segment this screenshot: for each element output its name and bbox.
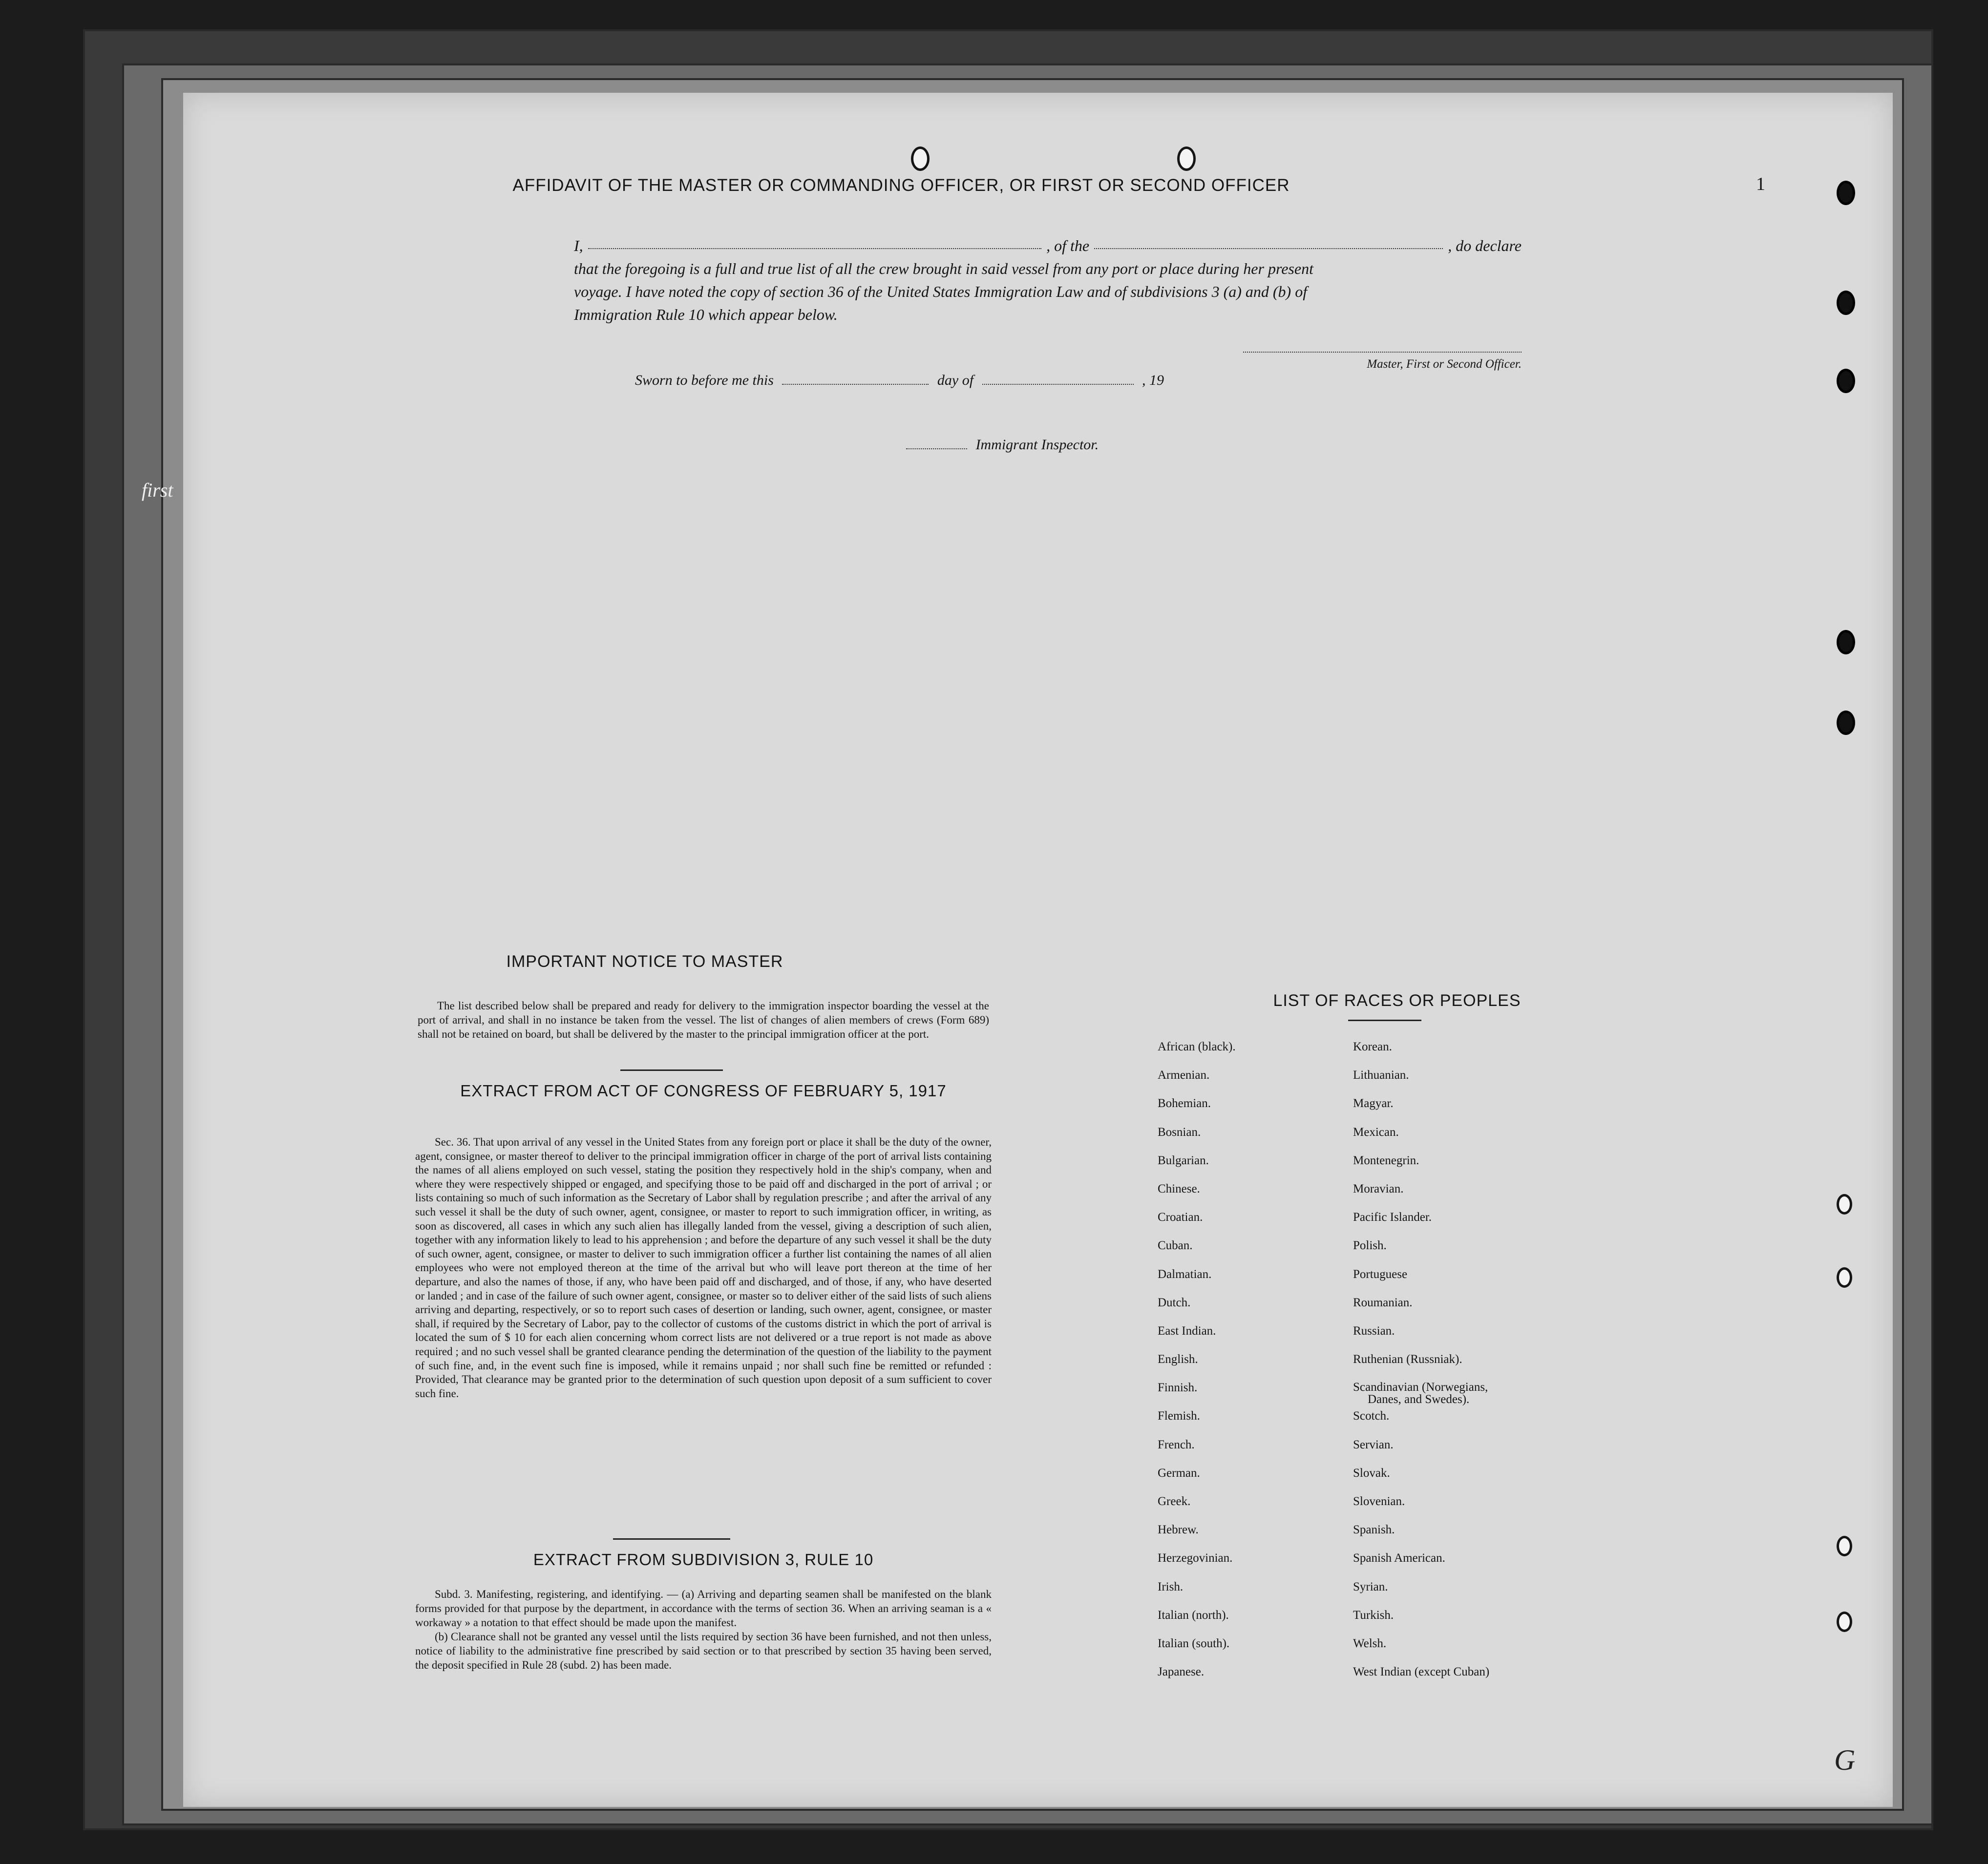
race-item-line: Scandinavian (Norwegians, [1353,1381,1488,1394]
affidavit-text [574,234,1522,326]
races-left-column [1158,1040,1236,1694]
race-item: Cuban. [1158,1239,1193,1253]
race-item: Finnish. [1158,1381,1198,1395]
sworn-label: Sworn to before me this [635,372,774,388]
sworn-day-label: day of [937,372,974,388]
race-item: Slovenian. [1353,1495,1405,1508]
race-item: Syrian. [1353,1580,1388,1593]
rule-extract-title: EXTRACT FROM SUBDIVISION 3, RULE 10 [533,1550,874,1569]
race-item: Croatian. [1158,1211,1203,1224]
corner-mark: G [1834,1744,1856,1776]
punch-hole-top-right [1177,147,1196,171]
rule-10-text [415,1587,992,1672]
race-item: Chinese. [1158,1182,1200,1195]
sworn-date-blank [782,370,929,385]
signature-line [1243,352,1522,353]
race-item-line: Danes, and Swedes). [1368,1393,1470,1406]
affidavit-i: I, [574,237,583,254]
race-item: Turkish. [1353,1608,1394,1622]
divider [613,1538,730,1540]
punch-hole-top-left [911,147,930,171]
affidavit-line-2: that the foregoing is a full and true list of all the crew brought in said vessel from any port or place during her present [574,260,1313,277]
affidavit-line-1 [574,234,1522,257]
race-item: Lithuanian. [1353,1068,1409,1082]
handwritten-note: first [142,479,173,501]
divider [620,1069,723,1071]
race-item: Japanese. [1158,1665,1205,1679]
act-extract-title: EXTRACT FROM ACT OF CONGRESS OF FEBRUARY 5, 1917 [460,1082,947,1100]
race-item: Montenegrin. [1353,1153,1419,1167]
race-item: West Indian (except Cuban) [1353,1665,1490,1679]
race-item: Mexican. [1353,1125,1399,1139]
race-item: Bosnian. [1158,1125,1201,1139]
divider [1348,1020,1421,1021]
affidavit-line-4: Immigration Rule 10 which appear below. [574,306,838,323]
punch-hole-right [1837,1267,1852,1288]
affidavit-of-the: , of the [1046,237,1090,254]
race-item: Slovak. [1353,1466,1390,1480]
race-item: Flemish. [1158,1409,1200,1423]
punch-hole-right [1837,181,1855,205]
race-item: Dalmatian. [1158,1267,1212,1281]
inspector-blank [906,435,967,449]
inspector-line [901,435,1099,453]
race-item: Italian (south). [1158,1636,1230,1650]
notice-title: IMPORTANT NOTICE TO MASTER [506,952,783,971]
race-item: French. [1158,1438,1195,1451]
signature-block [1204,352,1522,371]
race-item: Spanish. [1353,1523,1395,1537]
sworn-year-label: , 19 [1142,372,1164,388]
race-item: German. [1158,1466,1200,1480]
race-item: East Indian. [1158,1324,1216,1338]
race-item: Ruthenian (Russniak). [1353,1353,1462,1366]
race-item: Greek. [1158,1495,1191,1508]
race-item: Bulgarian. [1158,1153,1209,1167]
punch-hole-right [1837,369,1855,393]
rule-10-para-a: Subd. 3. Manifesting, registering, and identifying. — (a) Arriving and departing seamen shall be manifested on the blank forms provided for that purpose by the department, in accordance with the terms of section 36. When an arriving seaman is a « workaway » a notation to that effect should be made upon the manifest. [415,1588,992,1629]
name-blank [588,234,1041,249]
race-item-scandinavian [1353,1381,1489,1409]
punch-hole-right [1837,630,1855,654]
rule-10-para-b: (b) Clearance shall not be granted any vessel until the lists required by section 36 have been furnished, and not then unless, notice of liability to the administrative fine prescribed by said section or to that prescribed by section 35 having been served, the deposit specified in Rule 28 (subd. 2) has been made. [415,1631,992,1671]
section-36-text: Sec. 36. That upon arrival of any vessel in the United States from any foreign port or place it shall be the duty of the owner, agent, consignee, or master thereof to deliver to the principal immigration officer in charge of the port of arrival lists containing the names of all aliens employed on such vessel, stating the position they respectively hold in the ship's company, when and where they were respectively shipped or engaged, and specifying those to be paid off and discharged in the port of arrival ; or lists containing so much of such information as the Secretary of Labor shall by regulation prescribe ; and after the arrival of any such vessel it shall be the duty of such owner, agent, consignee, or master to report to such immigration officer, in writing, as soon as discovered, all cases in which any such alien has illegally landed from the vessel, giving a description of such alien, together with any information likely to lead to his apprehension ; and before the departure of any such vessel it shall be the duty of such owner, agent, consignee, or master to deliver to such immigration officer a further list containing the names of all alien employees who were not employed thereon at the time of the arrival but who will leave port thereon at the time of her departure, and also the names of those, if any, who have been paid off and discharged, and of those, if any, who have deserted or landed ; and in case of the failure of such owner agent, consignee, or master so to deliver either of the said lists of such aliens arriving and departing, respectively, or so to report such cases of desertion or landing, such owner, agent, consignee, or master shall, if required by the Secretary of Labor, pay to the collector of customs of the customs district in which the port of arrival is located the sum of $ 10 for each alien concerning whom correct lists are not delivered or a true report is not made as above required ; and no such vessel shall be granted clearance pending the determination of the question of the liability to the payment of such fine, and, in the event such fine is imposed, while it remains unpaid ; nor shall such fine be remitted or refunded : Provided, That clearance may be granted prior to the determination of such question upon deposit of a sum sufficient to cover such fine. [415,1136,992,1400]
race-item: Scotch. [1353,1409,1390,1423]
race-item: African (black). [1158,1040,1236,1053]
races-right-column [1353,1040,1489,1694]
race-item: Polish. [1353,1239,1387,1253]
race-item: Korean. [1353,1040,1392,1053]
race-item: Spanish American. [1353,1551,1445,1565]
affidavit-line-3: voyage. I have noted the copy of section 36 of the United States Immigration Law and of subdivisions 3 (a) and (b) of [574,283,1308,300]
race-item: Bohemian. [1158,1097,1211,1110]
race-item: Moravian. [1353,1182,1404,1195]
race-item: Servian. [1353,1438,1394,1451]
race-item: Magyar. [1353,1097,1394,1110]
signature-label: Master, First or Second Officer. [1367,357,1522,371]
punch-hole-right [1837,1612,1852,1632]
inspector-label: Immigrant Inspector. [975,437,1099,453]
race-item: Hebrew. [1158,1523,1199,1537]
vessel-blank [1094,234,1443,249]
page-number: 1 [1756,174,1765,194]
race-item: Welsh. [1353,1636,1387,1650]
race-item: Herzegovinian. [1158,1551,1233,1565]
notice-text: The list described below shall be prepared and ready for delivery to the immigration inspector boarding the vessel at the port of arrival, and shall in no instance be taken from the vessel. The list of changes of alien members of crews (Form 689) shall not be retained on board, but shall be delivered by the master to the principal immigration officer at the port. [418,1000,989,1040]
races-title: LIST OF RACES OR PEOPLES [1273,991,1521,1010]
manifest-page [183,93,1893,1807]
sworn-month-blank [982,370,1134,385]
race-item: Italian (north). [1158,1608,1229,1622]
punch-hole-right [1837,291,1855,315]
punch-hole-right [1837,711,1855,735]
race-item: Pacific Islander. [1353,1211,1432,1224]
punch-hole-right [1837,1194,1852,1215]
affidavit-title: AFFIDAVIT OF THE MASTER OR COMMANDING OFFICER, OR FIRST OR SECOND OFFICER [512,176,1290,195]
race-item: Roumanian. [1353,1296,1413,1309]
race-item: Dutch. [1158,1296,1191,1309]
race-item: Russian. [1353,1324,1395,1338]
race-item: Irish. [1158,1580,1184,1593]
race-item: Armenian. [1158,1068,1210,1082]
affidavit-declare: , do declare [1448,237,1522,254]
race-item: English. [1158,1353,1198,1366]
punch-hole-right [1837,1536,1852,1556]
race-item: Portuguese [1353,1267,1408,1281]
sworn-line [635,370,1164,389]
